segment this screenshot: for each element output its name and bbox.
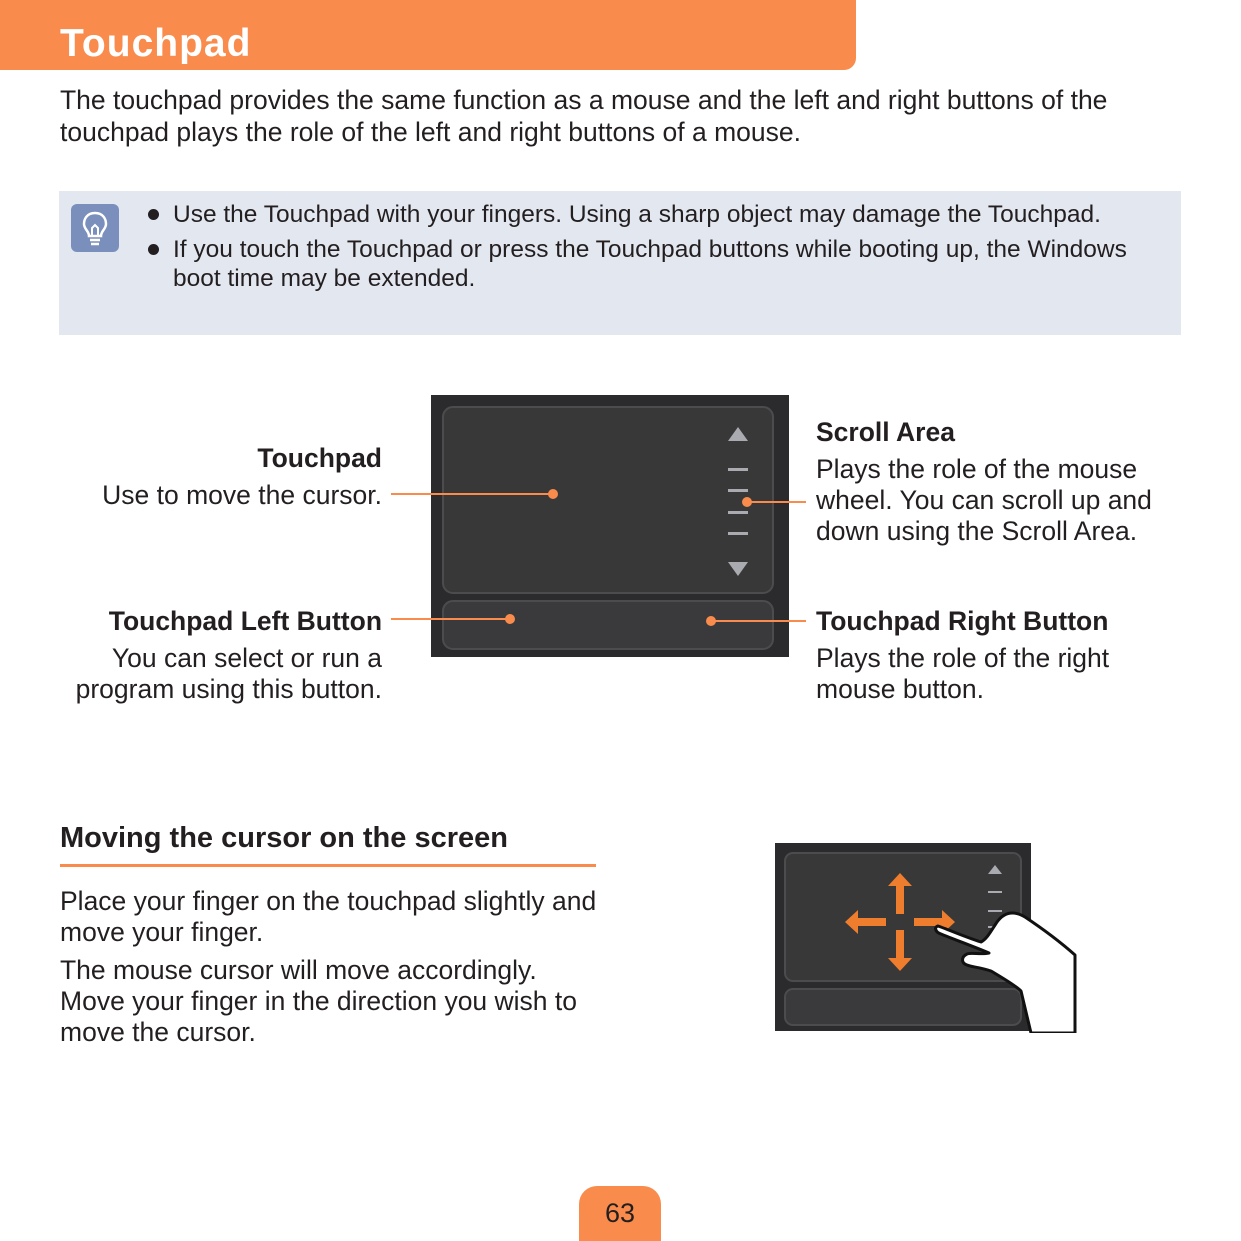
right-button-label — [816, 606, 1146, 705]
touchpad-label — [40, 443, 382, 511]
right-button-label-title: Touchpad Right Button — [816, 606, 1109, 636]
scroll-area-label-title: Scroll Area — [816, 417, 955, 447]
note-item: Use the Touchpad with your fingers. Using a sharp object may damage the Touchpad. — [148, 200, 1158, 229]
scroll-area-label-desc: Plays the role of the mouse wheel. You can scroll up and down using the Scroll Area. — [816, 454, 1152, 546]
lightbulb-icon — [71, 204, 119, 252]
section-heading: Moving the cursor on the screen — [60, 822, 596, 867]
right-button-label-desc: Plays the role of the right mouse button. — [816, 643, 1110, 704]
intro-paragraph: The touchpad provides the same function as a mouse and the left and right buttons of the touchpad plays the role of the left and right buttons of a mouse. — [60, 85, 1108, 147]
left-button-label — [40, 606, 382, 705]
cursor-move-illustration — [775, 843, 1085, 1033]
left-button-label-title: Touchpad Left Button — [108, 606, 382, 636]
page-title: Touchpad — [60, 22, 252, 65]
section-paragraph-2: The mouse cursor will move accordingly. Move your finger in the direction you wish to move the cursor. — [60, 955, 578, 1047]
section-paragraph-1: Place your finger on the touchpad slightly and move your finger. — [60, 886, 597, 947]
scroll-area-label — [816, 417, 1186, 547]
touchpad-illustration — [431, 395, 789, 657]
note-item: If you touch the Touchpad or press the Touchpad buttons while booting up, the Windows boot time may be extended. — [148, 235, 1158, 293]
touchpad-label-desc: Use to move the cursor. — [102, 480, 382, 510]
page-number: 63 — [604, 1198, 636, 1228]
touchpad-label-title: Touchpad — [257, 443, 382, 473]
note-list — [148, 200, 1158, 299]
left-button-label-desc: You can select or run a program using this button. — [75, 643, 382, 704]
